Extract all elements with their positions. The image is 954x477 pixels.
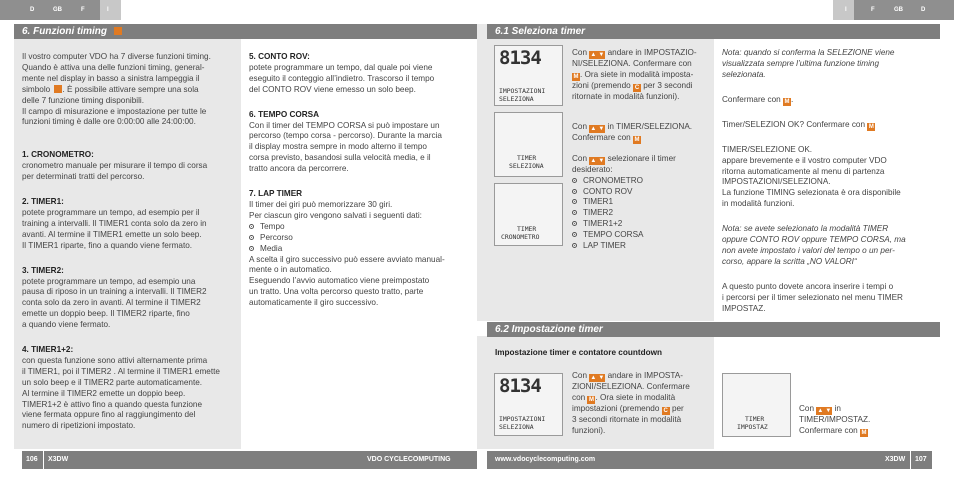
lang-f-right[interactable]: F <box>871 7 875 13</box>
bullet-icon <box>572 232 577 237</box>
footer-divider <box>43 451 44 469</box>
top-bar-left <box>0 0 121 20</box>
lcd-line2: IMPOSTAZ <box>737 423 768 431</box>
model-right: X3DW <box>885 456 906 463</box>
lang-f-left[interactable]: F <box>81 7 85 13</box>
section-61-right-text <box>722 48 937 325</box>
bullet-icon <box>572 178 577 183</box>
lang-d-left[interactable]: D <box>30 7 35 13</box>
down-arrow-icon: ▼ <box>598 375 605 381</box>
item-cronometro: 1. CRONOMETRO: cronometro manuale per misurare il tempo di corsa per determinati tratti del percorso. <box>22 150 208 182</box>
middle-column-text <box>249 52 464 320</box>
m-button-icon: M <box>573 73 579 80</box>
remaining-paragraph: A questo punto dovete ancora inserire i tempi o i percorsi per il timer selezionato nel menu TIMER IMPOSTAZ. <box>722 281 903 313</box>
lcd-line2: SELEZIONA <box>509 162 544 170</box>
section-62-title: 6.2 Impostazione timer <box>495 324 603 335</box>
top-bar-right <box>833 0 954 20</box>
bullet-icon <box>572 199 577 204</box>
stopwatch-icon <box>114 27 122 35</box>
step-2: Con ▲ ▼ in TIMER/SELEZIONA. Confermare con M <box>572 121 693 143</box>
step-3: Con ▲ ▼ selezionare il timer desiderato: CRONOMETRO CONTO ROV TIMER1 TIMER2 TIMER1+2 TEMPO CORSA LAP TIMER <box>572 153 676 251</box>
lcd-line1: TIMER <box>517 154 537 162</box>
section-6-title-bar <box>14 24 477 39</box>
lang-gb-left[interactable]: GB <box>53 7 62 13</box>
bullet-icon <box>572 243 577 248</box>
item-timer1-2: 4. TIMER1+2: con questa funzione sono attivi alternamente prima il TIMER1, poi il TIMER2 . Al termine il TIMER1 emette un solo beep e il TIMER2 parte automaticamente. Al termine il TIMER2 emette un doppio beep. TIMER1+2 è attivo fino a quando questa funzione viene fermata oppure fino al raggiungimento del numero di ripetizioni impostato. <box>22 345 220 431</box>
footer-left <box>22 451 477 469</box>
c-button-icon: C <box>634 84 640 91</box>
item-timer2: 3. TIMER2: potete programmare un tempo, ad esempio una pausa di riposo in un training a intervalli. Il TIMER2 conta solo da zero in avanti. Al termine il TIMER2 emette un doppio beep. Il TIMER2 riparte, fino a quando viene fermato. <box>22 265 207 330</box>
confirm-2: Timer/SELEZION OK? Confermare con M <box>722 119 874 130</box>
up-arrow-icon: ▲ <box>590 157 597 164</box>
bullet-icon <box>249 235 254 240</box>
bullet-icon <box>249 224 254 229</box>
note-selection: Nota: quando si conferma la SELEZIONE viene visualizzata sempre l’ultima funzione timing selezionata. <box>722 48 895 79</box>
m-button-icon: M <box>784 98 790 105</box>
down-arrow-icon: ▼ <box>598 125 605 132</box>
lcd-display-impostazioni-62 <box>494 373 563 436</box>
section-62-step-1: Con ▲ ▼ andare in IMPOSTA- ZIONI/SELEZIONA. Confermare con M . Ora siete in modalità impostazioni (premendo C per 3 secondi ritornate in modalità funzioni). <box>572 371 690 435</box>
intro-paragraph: Il vostro computer VDO ha 7 diverse funzioni timing. Quando è attiva una delle funzioni timing, general- mente nel display in basso a sinistra lampeggia il simbolo . È possibile attivare sempre una sola delle 7 funzione timing disponibili. Il campo di misurazione e impostazione per tutte le funzioni timing è dalle ore 0:00:00 alle 24:00:00. <box>22 52 211 127</box>
stopwatch-icon <box>54 85 62 93</box>
up-arrow-icon: ▲ <box>590 375 597 381</box>
item-conto-rov: 5. CONTO ROV: potete programmare un tempo, dal quale poi viene eseguito il conteggio all’indietro. Trascorso il tempo del CONTO ROV viene emesso un solo beep. <box>249 52 435 94</box>
website-url[interactable]: www.vdocyclecomputing.com <box>495 456 596 463</box>
lcd-line2: SELEZIONA <box>499 423 534 431</box>
lang-i-right[interactable]: I <box>845 7 847 13</box>
confirm-1: Confermare con M . <box>722 94 794 105</box>
section-62-subtitle: Impostazione timer e contatore countdown <box>495 348 662 357</box>
down-arrow-icon: ▼ <box>598 157 605 164</box>
item-timer1: 2. TIMER1: potete programmare un tempo, ad esempio per il training a intervalli. Il TIMER1 conta solo da zero in avanti. Al termine il TIMER1 emette un solo beep. Il TIMER1 riparte, fino a quando viene fermato. <box>22 197 207 250</box>
section-61-steps <box>572 48 712 263</box>
lang-gb-right[interactable]: GB <box>894 7 903 13</box>
step-1: Con ▲ ▼ andare in IMPOSTAZIO- NI/SELEZIONA. Confermare con M . Ora siete in modalità imposta- zioni (premendo C per 3 secondi ritornate in modalità funzioni). <box>572 48 697 101</box>
item-lap-timer: 7. LAP TIMER Il timer dei giri può memorizzare 30 giri. Per ciascun giro vengono salvati i seguenti dati: Tempo Percorso Media A scelta il giro successivo può essere avviato manual- mente o in automatico. Eseguendo l’avvio automatico viene preimpostato un tratto. Una volta percorso questo tratto, parte automaticamente il giro successivo. <box>249 189 445 308</box>
m-button-icon: M <box>861 429 867 436</box>
bullet-icon <box>572 221 577 226</box>
down-arrow-icon: ▼ <box>825 408 832 414</box>
lcd-display-timer-cronometro <box>494 183 563 246</box>
section-61-title-bar <box>487 24 940 39</box>
up-arrow-icon: ▲ <box>590 125 597 132</box>
section-62-title-bar <box>487 322 940 337</box>
down-arrow-icon: ▼ <box>598 52 605 58</box>
brand-left: VDO CYCLECOMPUTING <box>367 456 451 463</box>
item-tempo-corsa: 6. TEMPO CORSA Con il timer del TEMPO CORSA si può impostare un percorso (tempo corsa - percorso). Durante la marcia il display mostra sempre in modo alterno il tempo corsa previsto, basandosi sulla velocità media, e il tratto ancora da percorrere. <box>249 109 442 174</box>
footer-divider <box>910 451 911 469</box>
bullet-icon <box>572 210 577 215</box>
lcd-line1: TIMER <box>517 225 537 233</box>
lcd-line1: IMPOSTAZIONI <box>499 415 546 423</box>
lcd-line1: IMPOSTAZIONI <box>499 87 546 95</box>
lang-i-left[interactable]: I <box>107 7 109 13</box>
c-button-icon: C <box>663 407 668 414</box>
up-arrow-icon: ▲ <box>590 52 597 58</box>
ok-paragraph: TIMER/SELEZIONE OK. appare brevemente e il vostro computer VDO ritorna automaticamente al menu di partenza IMPOSTAZIONI/SELEZIONA. La funzione TIMING selezionata è ora disponibile in modalità funzioni. <box>722 144 901 209</box>
lang-active-tab-right <box>833 0 854 20</box>
lcd-display-timer-impostaz <box>722 373 791 437</box>
m-button-icon: M <box>634 136 640 143</box>
lcd-digits: 8134 <box>499 47 541 69</box>
lcd-line2: SELEZIONA <box>499 95 534 103</box>
lcd-display-impostazioni <box>494 45 563 106</box>
up-arrow-icon: ▲ <box>817 408 824 414</box>
section-62-step-2: Con ▲ ▼ in TIMER/IMPOSTAZ. Confermare con M <box>799 404 871 436</box>
note-no-values: Nota: se avete selezionato la modalità TIMER oppure CONTO ROV oppure TEMPO CORSA, ma non avete impostato i valori del tempo o un per- corso, appare la scritta „NO VALORI“ <box>722 224 906 266</box>
footer-right <box>487 451 932 469</box>
page-number-left: 106 <box>26 456 38 463</box>
bullet-icon <box>572 189 577 194</box>
lcd-display-timer-seleziona <box>494 112 563 177</box>
bullet-icon <box>249 246 254 251</box>
lang-d-right[interactable]: D <box>921 7 926 13</box>
model-left: X3DW <box>48 456 69 463</box>
m-button-icon: M <box>588 396 594 403</box>
lang-active-tab-left <box>100 0 121 20</box>
left-column-text <box>22 52 234 443</box>
section-6-title: 6. Funzioni timing <box>22 26 107 37</box>
m-button-icon: M <box>868 123 874 130</box>
section-61-title: 6.1 Seleziona timer <box>495 26 586 37</box>
lcd-line1: TIMER <box>745 415 765 423</box>
lcd-digits: 8134 <box>499 375 541 397</box>
lcd-line2: CRONOMETRO <box>501 233 540 241</box>
page-number-right: 107 <box>915 456 927 463</box>
